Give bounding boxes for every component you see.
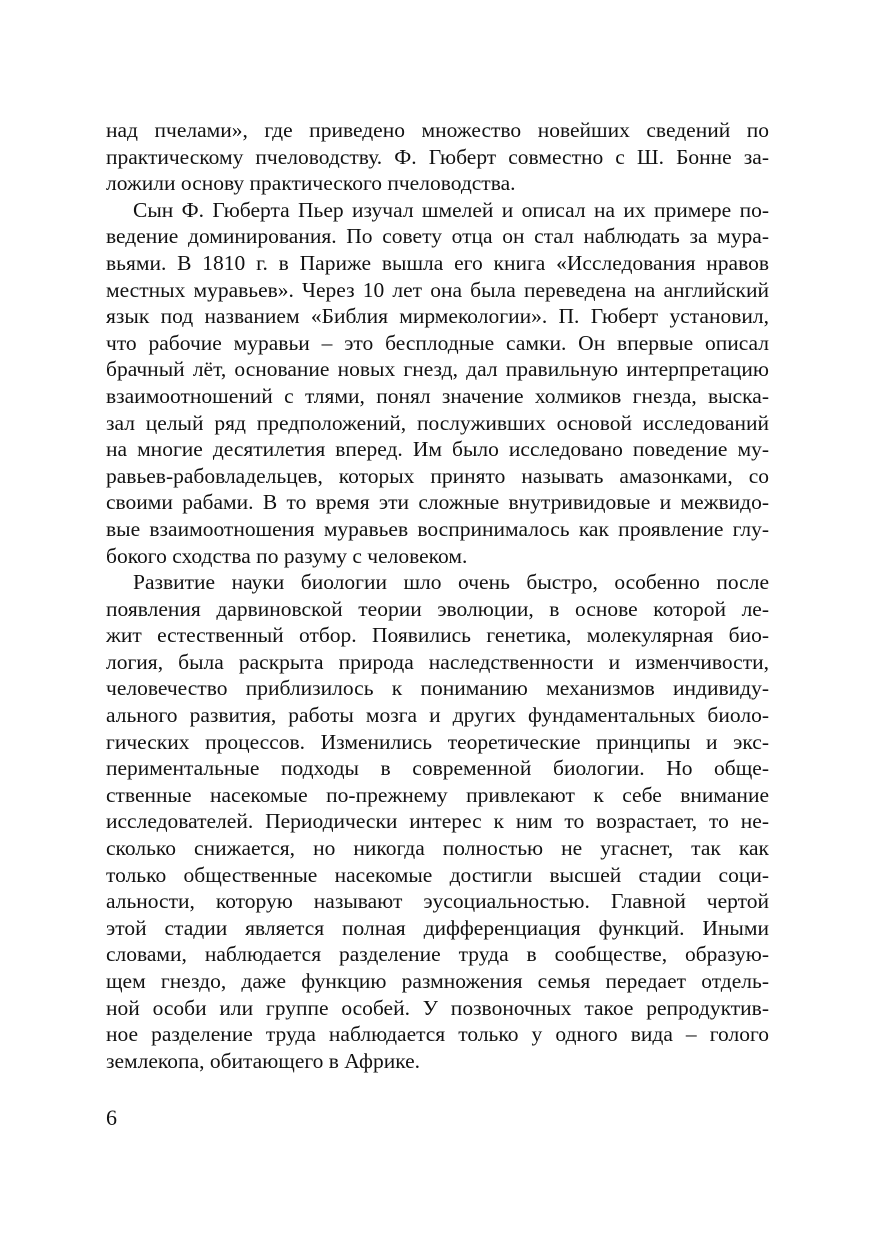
- text-line: Развитие науки биологии шло очень быстро, особенно после: [133, 570, 769, 595]
- text-line: гических процессов. Изменились теоретические принципы и экс-: [106, 729, 769, 754]
- text-line: зал целый ряд предположений, послуживших основой исследований: [106, 410, 769, 435]
- text-line: только общественные насекомые достигли высшей стадии соци-: [106, 862, 769, 887]
- text-line: землекопа, обитающего в Африке.: [106, 1048, 421, 1073]
- text-line: бокого сходства по разуму с человеком.: [106, 543, 468, 568]
- text-line: появления дарвиновской теории эволюции, в основе которой ле-: [106, 596, 769, 621]
- text-line: ное разделение труда наблюдается только у одного вида – голого: [106, 1022, 769, 1047]
- text-line: над пчелами», где приведено множество новейших сведений по: [106, 118, 769, 142]
- text-line: на многие десятилетия вперед. Им было исследовано поведение му-: [106, 437, 769, 462]
- paragraph: [106, 117, 769, 197]
- text-line: вьями. В 1810 г. в Париже вышла его книга «Исследования нравов: [106, 250, 769, 275]
- text-line: Сын Ф. Гюберта Пьер изучал шмелей и описал на их примере по-: [133, 197, 769, 222]
- text-line: сколько снижается, но никогда полностью не угаснет, так как: [106, 836, 769, 861]
- text-line: ального развития, работы мозга и других фундаментальных биоло-: [106, 703, 769, 728]
- text-line: этой стадии является полная дифференциация функций. Иными: [106, 915, 769, 940]
- text-line: местных муравьев». Через 10 лет она была переведена на английский: [106, 277, 769, 302]
- text-line: альности, которую называют эусоциальностью. Главной чертой: [106, 889, 769, 914]
- text-line: ственные насекомые по-прежнему привлекают к себе внимание: [106, 782, 769, 807]
- body-text: [106, 117, 769, 1074]
- text-line: периментальные подходы в современной биологии. Но обще-: [106, 756, 769, 781]
- text-line: человечество приблизилось к пониманию механизмов индивиду-: [106, 676, 769, 701]
- paragraph: [106, 569, 769, 1074]
- text-line: взаимоотношений с тлями, понял значение холмиков гнезда, выска-: [106, 383, 769, 408]
- text-line: вые взаимоотношения муравьев воспринималось как проявление глу-: [106, 516, 769, 541]
- text-line: исследователей. Периодически интерес к ним то возрастает, то не-: [106, 809, 769, 834]
- text-line: язык под названием «Библия мирмекологии». П. Гюберт установил,: [106, 304, 769, 329]
- text-line: что рабочие муравьи – это бесплодные самки. Он впервые описал: [106, 330, 769, 355]
- text-line: брачный лёт, основание новых гнезд, дал правильную интерпретацию: [106, 357, 769, 382]
- text-line: жит естественный отбор. Появились генетика, молекулярная био-: [106, 623, 769, 648]
- text-line: своими рабами. В то время эти сложные внутривидовые и межвидо-: [106, 490, 769, 515]
- text-line: логия, была раскрыта природа наследственности и изменчивости,: [106, 649, 769, 674]
- text-line: ведение доминирования. По совету отца он стал наблюдать за мура-: [106, 224, 769, 249]
- page-number: 6: [106, 1105, 117, 1130]
- text-line: щем гнездо, даже функцию размножения семья передает отдель-: [106, 969, 769, 993]
- text-line: ной особи или группе особей. У позвоночных такое репродуктив-: [106, 995, 769, 1020]
- text-line: практическому пчеловодству. Ф. Гюберт совместно с Ш. Бонне за-: [106, 144, 769, 169]
- text-line: равьев-рабовладельцев, которых принято называть амазонками, со: [106, 463, 769, 488]
- text-line: словами, наблюдается разделение труда в сообществе, образую-: [106, 942, 769, 967]
- paragraph: [106, 197, 769, 569]
- text-line: ложили основу практического пчеловодства.: [106, 171, 516, 196]
